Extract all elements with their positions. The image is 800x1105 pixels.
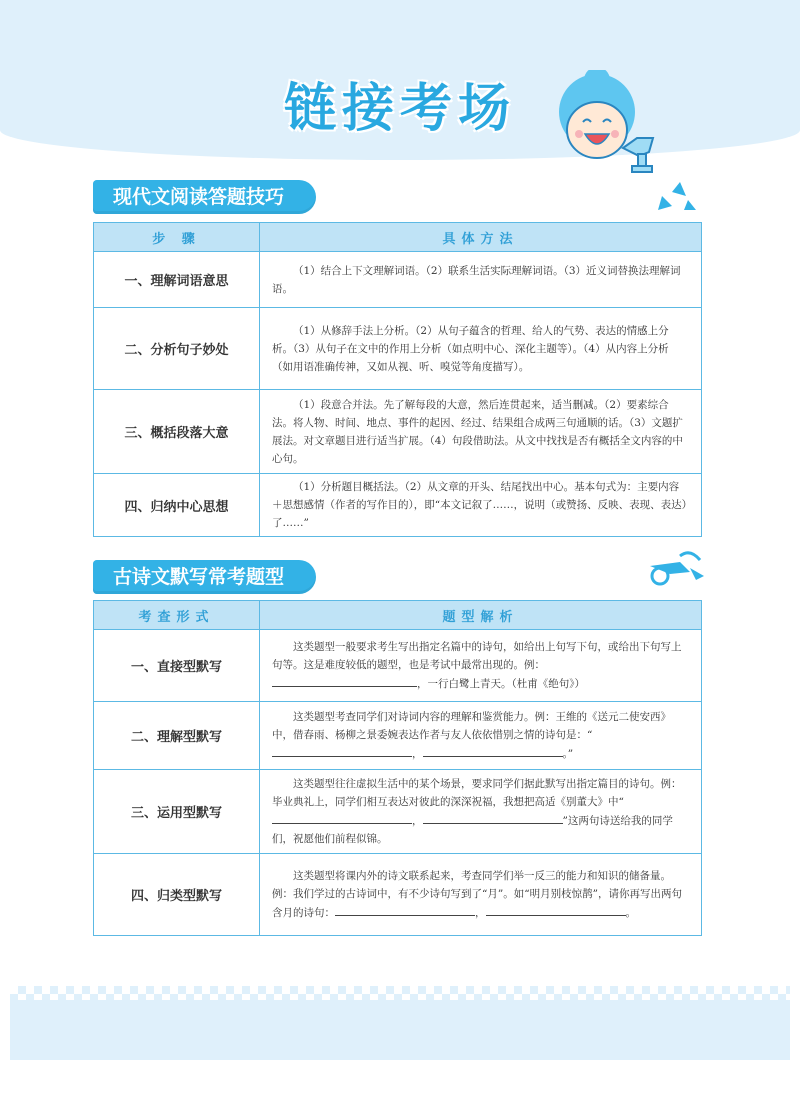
answer-blank <box>486 903 626 916</box>
analysis-text: 这类题型将课内外的诗文联系起来，考查同学们举一反三的能力和知识的储备量。例：我们学过的古诗词中，有不少诗句写到了“月”。如“明月别枝惊鹊”，请你再写出两句含月的诗句： <box>272 870 682 919</box>
cartoon-girl-trophy-illustration <box>535 70 665 180</box>
table-row <box>94 854 702 936</box>
table-row <box>94 474 702 537</box>
table-row <box>94 252 702 308</box>
method-cell: （1）段意合并法。先了解每段的大意，然后连贯起来，适当删减。（2）要素综合法。将人物、时间、地点、事件的起因、经过、结果组合成两三句通顺的话。（3）文题扩展法。对文章题目进行适当扩展。（4）句段借助法。从文中找找是否有概括全文内容的中心句。 <box>260 390 702 474</box>
analysis-cell <box>260 770 702 854</box>
analysis-text: ， <box>412 748 423 760</box>
answer-blank <box>272 674 417 687</box>
table-row <box>94 702 702 770</box>
analysis-text: ， <box>412 815 423 827</box>
column-header-step: 步 骤 <box>94 223 260 252</box>
step-cell: 二、理解型默写 <box>94 702 260 770</box>
step-cell: 四、归类型默写 <box>94 854 260 936</box>
table-row <box>94 770 702 854</box>
column-header-analysis: 题型解析 <box>260 601 702 630</box>
section-tab-reading: 现代文阅读答题技巧 <box>93 180 316 214</box>
analysis-text: 。 <box>625 907 636 919</box>
chariot-icon <box>640 548 710 588</box>
leaf-icon <box>650 178 700 218</box>
section-tab-poetry: 古诗文默写常考题型 <box>93 560 316 594</box>
analysis-text: ”这两句诗送给我的同学们，祝愿他们前程似锦。 <box>272 815 673 845</box>
analysis-text: 这类题型考查同学们对诗词内容的理解和鉴赏能力。例：王维的《送元二使安西》中，借春雨、杨柳之景委婉表达作者与友人依依惜别之情的诗句是：“ <box>272 711 671 741</box>
footer-band <box>10 1000 790 1060</box>
analysis-cell <box>260 630 702 702</box>
answer-blank <box>423 744 563 757</box>
table-row <box>94 630 702 702</box>
table-row <box>94 390 702 474</box>
answer-blank <box>272 811 412 824</box>
analysis-text: ， <box>475 907 486 919</box>
step-cell: 一、理解词语意思 <box>94 252 260 308</box>
page-title: 链接考场 <box>283 79 516 139</box>
step-cell: 二、分析句子妙处 <box>94 308 260 390</box>
step-cell: 三、运用型默写 <box>94 770 260 854</box>
analysis-text: ，一行白鹭上青天。（杜甫《绝句》） <box>417 678 585 690</box>
analysis-text: 这类题型一般要求考生写出指定名篇中的诗句，如给出上句写下句，或给出下句写上句等。这是难度较低的题型，也是考试中最常出现的。例： <box>272 641 682 671</box>
table-row <box>94 308 702 390</box>
step-cell: 一、直接型默写 <box>94 630 260 702</box>
method-cell: （1）结合上下文理解词语。（2）联系生活实际理解词语。（3）近义词替换法理解词语。 <box>260 252 702 308</box>
analysis-text: 这类题型往往虚拟生活中的某个场景，要求同学们据此默写出指定篇目的诗句。例：毕业典礼上，同学们相互表达对彼此的深深祝福，我想把高适《别董大》中“ <box>272 778 682 808</box>
reading-skills-table <box>93 222 702 537</box>
step-cell: 四、归纳中心思想 <box>94 474 260 537</box>
method-cell: （1）分析题目概括法。（2）从文章的开头、结尾找出中心。基本句式为：主要内容＋思想感情（作者的写作目的），即“本文记叙了……，说明（或赞扬、反映、表现、表达）了……” <box>260 474 702 537</box>
column-header-form: 考查形式 <box>94 601 260 630</box>
answer-blank <box>335 903 475 916</box>
column-header-method: 具体方法 <box>260 223 702 252</box>
method-cell: （1）从修辞手法上分析。（2）从句子蕴含的哲理、给人的气势、表达的情感上分析。（3）从句子在文中的作用上分析（如点明中心、深化主题等）。（4）从内容上分析（如用语准确传神，又如从视、听、嗅觉等角度描写）。 <box>260 308 702 390</box>
answer-blank <box>423 811 563 824</box>
analysis-text: 。” <box>562 748 574 760</box>
answer-blank <box>272 744 412 757</box>
poetry-types-table <box>93 600 702 936</box>
analysis-cell <box>260 854 702 936</box>
step-cell: 三、概括段落大意 <box>94 390 260 474</box>
analysis-cell <box>260 702 702 770</box>
